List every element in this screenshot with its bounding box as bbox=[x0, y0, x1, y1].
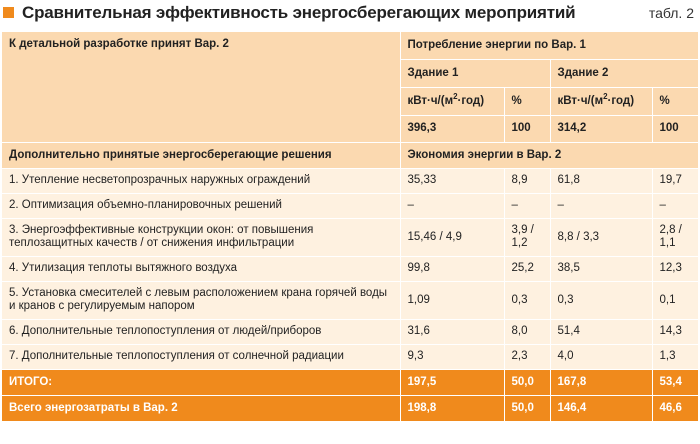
row-label: 6. Дополнительные теплопоступления от людей/приборов bbox=[2, 319, 400, 344]
row-b2-value: 0,3 bbox=[550, 281, 652, 319]
unit-sup: 2 bbox=[453, 91, 458, 101]
section-row bbox=[2, 142, 698, 168]
unit-cell-b1 bbox=[400, 87, 504, 115]
row-label: 7. Дополнительные теплопоступления от солнечной радиации bbox=[2, 344, 400, 369]
efficiency-table bbox=[2, 32, 699, 422]
row-b2-percent: 1,3 bbox=[652, 344, 698, 369]
row-b2-value: 8,8 / 3,3 bbox=[550, 218, 652, 256]
total-label: ИТОГО: bbox=[2, 369, 400, 395]
row-label: 2. Оптимизация объемно-планировочных решений bbox=[2, 193, 400, 218]
table-row bbox=[2, 256, 698, 281]
total-b2-percent: 53,4 bbox=[652, 369, 698, 395]
row-label: 4. Утилизация теплоты вытяжного воздуха bbox=[2, 256, 400, 281]
unit-text-post: ·год) bbox=[607, 94, 635, 107]
section-left-cell: Дополнительно принятые энергосберегающие решения bbox=[2, 142, 400, 168]
row-b1-percent: 2,3 bbox=[504, 344, 550, 369]
row-b1-value: 15,46 / 4,9 bbox=[400, 218, 504, 256]
total-label: Всего энергозатраты в Вар. 2 bbox=[2, 395, 400, 421]
row-b2-percent: 12,3 bbox=[652, 256, 698, 281]
total-b1-value: 198,8 bbox=[400, 395, 504, 421]
row-b2-value: 38,5 bbox=[550, 256, 652, 281]
row-b1-value: 31,6 bbox=[400, 319, 504, 344]
header-left-cell: К детальной разработке принят Вар. 2 bbox=[2, 32, 400, 142]
table-row bbox=[2, 193, 698, 218]
row-b1-value: 1,09 bbox=[400, 281, 504, 319]
table-number-label: табл. 2 bbox=[648, 5, 694, 21]
baseline-b2-value: 314,2 bbox=[550, 115, 652, 142]
row-b2-percent: 19,7 bbox=[652, 168, 698, 193]
total-row bbox=[2, 369, 698, 395]
section-right-cell: Экономия энергии в Вар. 2 bbox=[400, 142, 698, 168]
row-b1-percent: 8,9 bbox=[504, 168, 550, 193]
unit-sup: 2 bbox=[603, 91, 608, 101]
percent-cell-b1: % bbox=[504, 87, 550, 115]
row-b1-value: 99,8 bbox=[400, 256, 504, 281]
row-b1-percent: 8,0 bbox=[504, 319, 550, 344]
baseline-b1-value: 396,3 bbox=[400, 115, 504, 142]
table-row bbox=[2, 281, 698, 319]
row-b2-percent: 2,8 / 1,1 bbox=[652, 218, 698, 256]
row-b1-value: – bbox=[400, 193, 504, 218]
total-b1-percent: 50,0 bbox=[504, 395, 550, 421]
table-row bbox=[2, 168, 698, 193]
row-b2-value: 61,8 bbox=[550, 168, 652, 193]
table-row bbox=[2, 218, 698, 256]
row-b2-value: 51,4 bbox=[550, 319, 652, 344]
total-b2-percent: 46,6 bbox=[652, 395, 698, 421]
baseline-b2-percent: 100 bbox=[652, 115, 698, 142]
header-building2-cell: Здание 2 bbox=[550, 59, 698, 87]
percent-cell-b2: % bbox=[652, 87, 698, 115]
table-row bbox=[2, 344, 698, 369]
row-label: 3. Энергоэффективные конструкции окон: от повышения теплозащитных качеств / от снижения инфильтрации bbox=[2, 218, 400, 256]
header-consumption-cell: Потребление энергии по Вар. 1 bbox=[400, 32, 698, 59]
row-b2-value: – bbox=[550, 193, 652, 218]
row-b1-value: 9,3 bbox=[400, 344, 504, 369]
unit-text-post: ·год) bbox=[457, 94, 485, 107]
total-row bbox=[2, 395, 698, 421]
title-marker-square bbox=[3, 7, 14, 18]
header-row-1 bbox=[2, 32, 698, 59]
unit-text-pre: кВт·ч/(м bbox=[557, 94, 604, 107]
unit-text-pre: кВт·ч/(м bbox=[407, 94, 454, 107]
row-label: 5. Установка смесителей с левым расположением крана горячей воды и кранов с регулируемым напором bbox=[2, 281, 400, 319]
row-label: 1. Утепление несветопрозрачных наружных ограждений bbox=[2, 168, 400, 193]
total-b1-value: 197,5 bbox=[400, 369, 504, 395]
total-b1-percent: 50,0 bbox=[504, 369, 550, 395]
row-b1-value: 35,33 bbox=[400, 168, 504, 193]
row-b1-percent: – bbox=[504, 193, 550, 218]
row-b1-percent: 25,2 bbox=[504, 256, 550, 281]
header-building1-cell: Здание 1 bbox=[400, 59, 550, 87]
row-b1-percent: 0,3 bbox=[504, 281, 550, 319]
title-bar bbox=[0, 0, 700, 28]
unit-cell-b2 bbox=[550, 87, 652, 115]
row-b2-value: 4,0 bbox=[550, 344, 652, 369]
row-b1-percent: 3,9 / 1,2 bbox=[504, 218, 550, 256]
page-title: Сравнительная эффективность энергосберегающих мероприятий bbox=[22, 3, 576, 22]
table-row bbox=[2, 319, 698, 344]
row-b2-percent: – bbox=[652, 193, 698, 218]
row-b2-percent: 0,1 bbox=[652, 281, 698, 319]
row-b2-percent: 14,3 bbox=[652, 319, 698, 344]
baseline-b1-percent: 100 bbox=[504, 115, 550, 142]
total-b2-value: 146,4 bbox=[550, 395, 652, 421]
total-b2-value: 167,8 bbox=[550, 369, 652, 395]
